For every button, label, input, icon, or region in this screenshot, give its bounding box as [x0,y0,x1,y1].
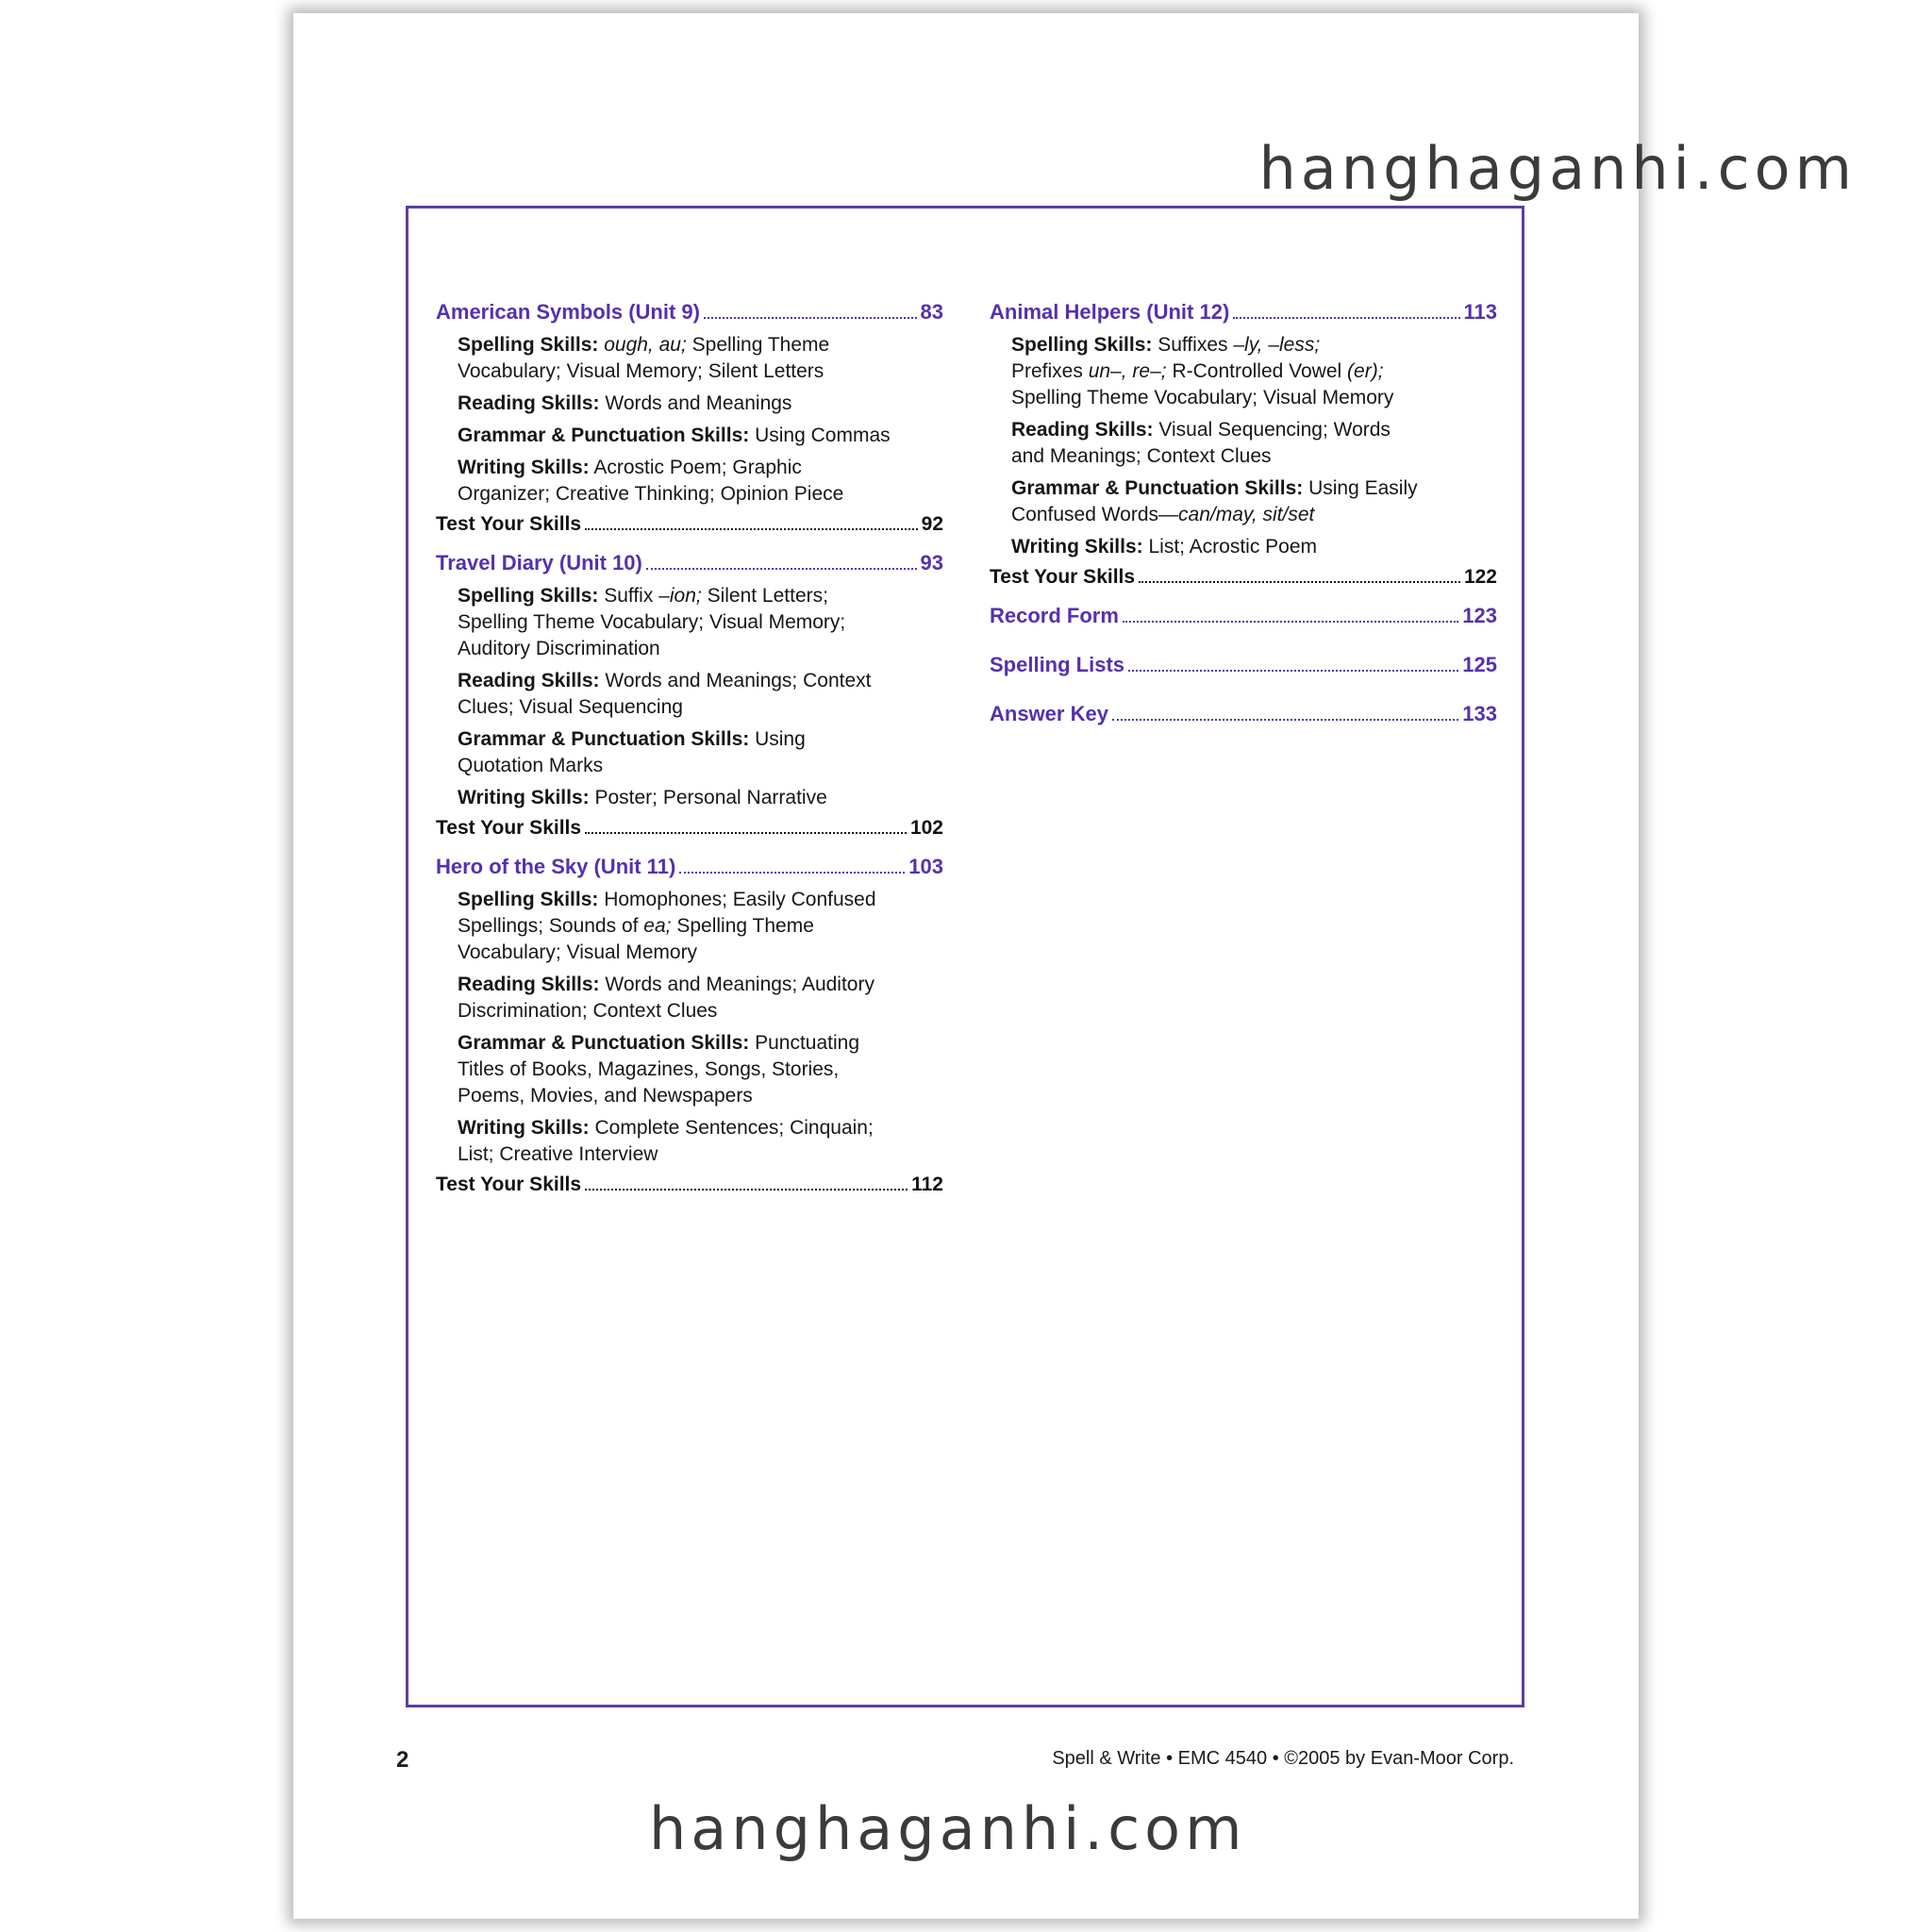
test-your-skills[interactable] [436,1174,943,1196]
skill-text: Poems, Movies, and Newspapers [458,1085,753,1107]
skill-line [1011,358,1497,385]
skill-text: ea; [643,915,672,937]
unit-heading-page: 83 [920,300,943,324]
skill-line [1011,475,1497,502]
skill-entry [436,391,943,417]
skill-line [458,694,943,721]
test-your-skills-page: 92 [921,513,943,535]
unit-heading-title: Animal Helpers (Unit 12) [990,300,1230,324]
skill-label: Writing Skills: [458,1117,590,1139]
skill-line [458,913,943,940]
skill-line [458,726,943,753]
dot-leader [1139,581,1460,583]
unit-heading-page: 93 [920,551,943,575]
skill-text: Spelling Theme Vocabulary; Visual Memory; [458,611,846,633]
skill-label: Writing Skills: [458,457,590,478]
toc-extra-entry-title: Spelling Lists [990,653,1125,676]
dot-leader [585,1189,908,1191]
skill-line [1011,385,1497,411]
skill-line [458,391,943,417]
skill-line [1011,417,1497,443]
skill-text: Vocabulary; Visual Memory; Silent Letters [458,360,824,382]
dot-leader [646,568,917,570]
dot-leader [1128,670,1458,672]
skill-line [1011,332,1497,358]
skill-line [458,1083,943,1109]
page-number: 2 [396,1747,409,1773]
skill-text: Suffixes [1152,334,1234,356]
toc-extra-entry-title: Record Form [990,604,1119,627]
skill-text: and Meanings; Context Clues [1011,445,1272,467]
skill-label: Spelling Skills: [458,585,599,607]
skill-entry [436,1030,943,1109]
toc-right-column [990,300,1497,751]
test-your-skills-page: 112 [911,1174,943,1195]
skill-line [458,668,943,694]
skill-text: Complete Sentences; Cinquain; [589,1117,874,1139]
unit-heading[interactable] [990,300,1497,325]
test-your-skills-title: Test Your Skills [436,817,582,839]
dot-leader [1112,719,1458,721]
skill-label: Reading Skills: [458,670,600,691]
skill-text: Homophones; Easily Confused [598,889,876,910]
skill-entry [436,1115,943,1168]
skill-text: Words and Meanings; Context [599,670,872,691]
skill-text: Using [749,728,806,750]
skill-text: Visual Sequencing; Words [1153,419,1391,441]
toc-extra-entry[interactable] [990,604,1497,628]
skill-text: R-Controlled Vowel [1166,360,1348,382]
skill-text: Suffix [598,585,659,607]
test-your-skills-page: 102 [909,817,943,839]
toc-unit-section [436,855,943,1196]
skill-line [458,358,943,385]
skill-text: Titles of Books, Magazines, Songs, Stories, [458,1058,840,1080]
watermark-bottom: hanghaganhi.com [649,1794,1247,1863]
skill-text: Discrimination; Context Clues [458,1000,718,1022]
skill-line [458,455,943,481]
skill-label: Reading Skills: [458,392,600,414]
toc-left-column [436,300,943,1211]
skill-text: Silent Letters; [701,585,828,607]
skill-entry [436,455,943,508]
skill-text: Spelling Theme [686,334,830,356]
test-your-skills-title: Test Your Skills [990,566,1136,588]
skill-line [458,1057,943,1083]
skill-text: Confused Words— [1011,504,1179,525]
skill-text: –ly, –less; [1233,334,1321,356]
skill-entry [436,332,943,385]
dot-leader [704,317,917,319]
skill-entry [436,423,943,449]
toc-extra-entry-title: Answer Key [990,702,1108,725]
skill-label: Grammar & Punctuation Skills: [458,425,750,446]
skill-text: Quotation Marks [458,755,604,776]
skill-text: Poster; Personal Narrative [589,787,827,808]
skill-entry [436,583,943,662]
skill-label: Reading Skills: [1011,419,1154,441]
toc-extra-entry[interactable] [990,702,1497,726]
unit-heading-page: 113 [1463,300,1497,324]
skill-entry [436,785,943,811]
skill-label: Grammar & Punctuation Skills: [458,728,750,750]
skill-text: Spelling Theme [671,915,814,937]
skill-line [458,636,943,662]
skill-text: Spellings; Sounds of [458,915,644,937]
skill-text: can/may, sit/set [1178,504,1315,525]
skill-text: Punctuating [749,1032,860,1054]
toc-unit-section [436,300,943,536]
skill-text: Vocabulary; Visual Memory [458,941,698,963]
skill-text: ough, au; [604,334,687,356]
skill-text: Acrostic Poem; Graphic [589,457,802,478]
toc-unit-section [990,300,1497,589]
skill-label: Spelling Skills: [1011,334,1153,356]
skill-entry [436,887,943,966]
skill-line [458,332,943,358]
skill-label: Spelling Skills: [458,334,599,356]
skill-text: Clues; Visual Sequencing [458,696,683,718]
skill-text: (er); [1347,360,1384,382]
skill-label: Grammar & Punctuation Skills: [458,1032,750,1054]
skill-line [458,423,943,449]
skill-entry [990,417,1497,470]
unit-heading-page: 103 [908,855,943,878]
dot-leader [679,872,905,874]
skill-line [458,609,943,636]
unit-heading-title: Travel Diary (Unit 10) [436,551,642,575]
skill-text: List; Acrostic Poem [1142,536,1318,558]
unit-heading[interactable] [436,855,943,879]
skill-text: Words and Meanings [599,392,792,414]
skill-line [458,1030,943,1057]
skill-label: Grammar & Punctuation Skills: [1011,477,1304,499]
skill-line [458,972,943,998]
toc-extra-entry-page: 123 [1462,604,1497,627]
skill-line [458,481,943,508]
skill-entry [990,332,1497,411]
toc-unit-section [436,551,943,840]
dot-leader [585,528,918,530]
skill-line [458,785,943,811]
dot-leader [1233,317,1459,319]
skill-line [1011,534,1497,560]
skill-text: –ion; [658,585,702,607]
unit-heading-title: Hero of the Sky (Unit 11) [436,855,676,878]
skill-entry [990,475,1497,528]
skill-label: Writing Skills: [458,787,590,808]
unit-heading[interactable] [436,551,943,575]
skill-line [458,887,943,913]
skill-label: Writing Skills: [1011,536,1143,558]
test-your-skills[interactable] [436,513,943,536]
test-your-skills-page: 122 [1463,566,1497,588]
skill-line [458,1141,943,1168]
test-your-skills[interactable] [436,817,943,840]
skill-label: Spelling Skills: [458,889,599,910]
skill-line [458,940,943,966]
dot-leader [1123,621,1458,623]
skill-text: Auditory Discrimination [458,638,660,659]
skill-entry [990,534,1497,560]
toc-extra-entry-page: 125 [1462,653,1497,676]
skill-text: List; Creative Interview [458,1143,658,1165]
toc-extra-entry-page: 133 [1462,702,1497,725]
toc-extra-entry[interactable] [990,653,1497,677]
skill-text: Words and Meanings; Auditory [599,974,874,995]
skill-text: Organizer; Creative Thinking; Opinion Piece [458,483,844,505]
footer-credit: Spell & Write • EMC 4540 • ©2005 by Evan-Moor Corp. [1052,1748,1514,1769]
skill-entry [436,668,943,721]
skill-line [458,753,943,779]
skill-line [1011,502,1497,528]
skill-text: Using Easily [1303,477,1418,499]
test-your-skills-title: Test Your Skills [436,1174,582,1195]
unit-heading-title: American Symbols (Unit 9) [436,300,700,324]
test-your-skills-title: Test Your Skills [436,513,582,535]
dot-leader [585,832,907,834]
unit-heading[interactable] [436,300,943,325]
skill-text: un–, re–; [1088,360,1167,382]
skill-line [458,583,943,609]
skill-entry [436,726,943,779]
skill-line [1011,443,1497,470]
skill-label: Reading Skills: [458,974,600,995]
test-your-skills[interactable] [990,566,1497,589]
watermark-top: hanghaganhi.com [1258,134,1857,203]
skill-text: Using Commas [749,425,891,446]
skill-line [458,998,943,1024]
skill-entry [436,972,943,1024]
skill-text: Prefixes [1011,360,1089,382]
skill-line [458,1115,943,1141]
skill-text: Spelling Theme Vocabulary; Visual Memory [1011,387,1394,408]
